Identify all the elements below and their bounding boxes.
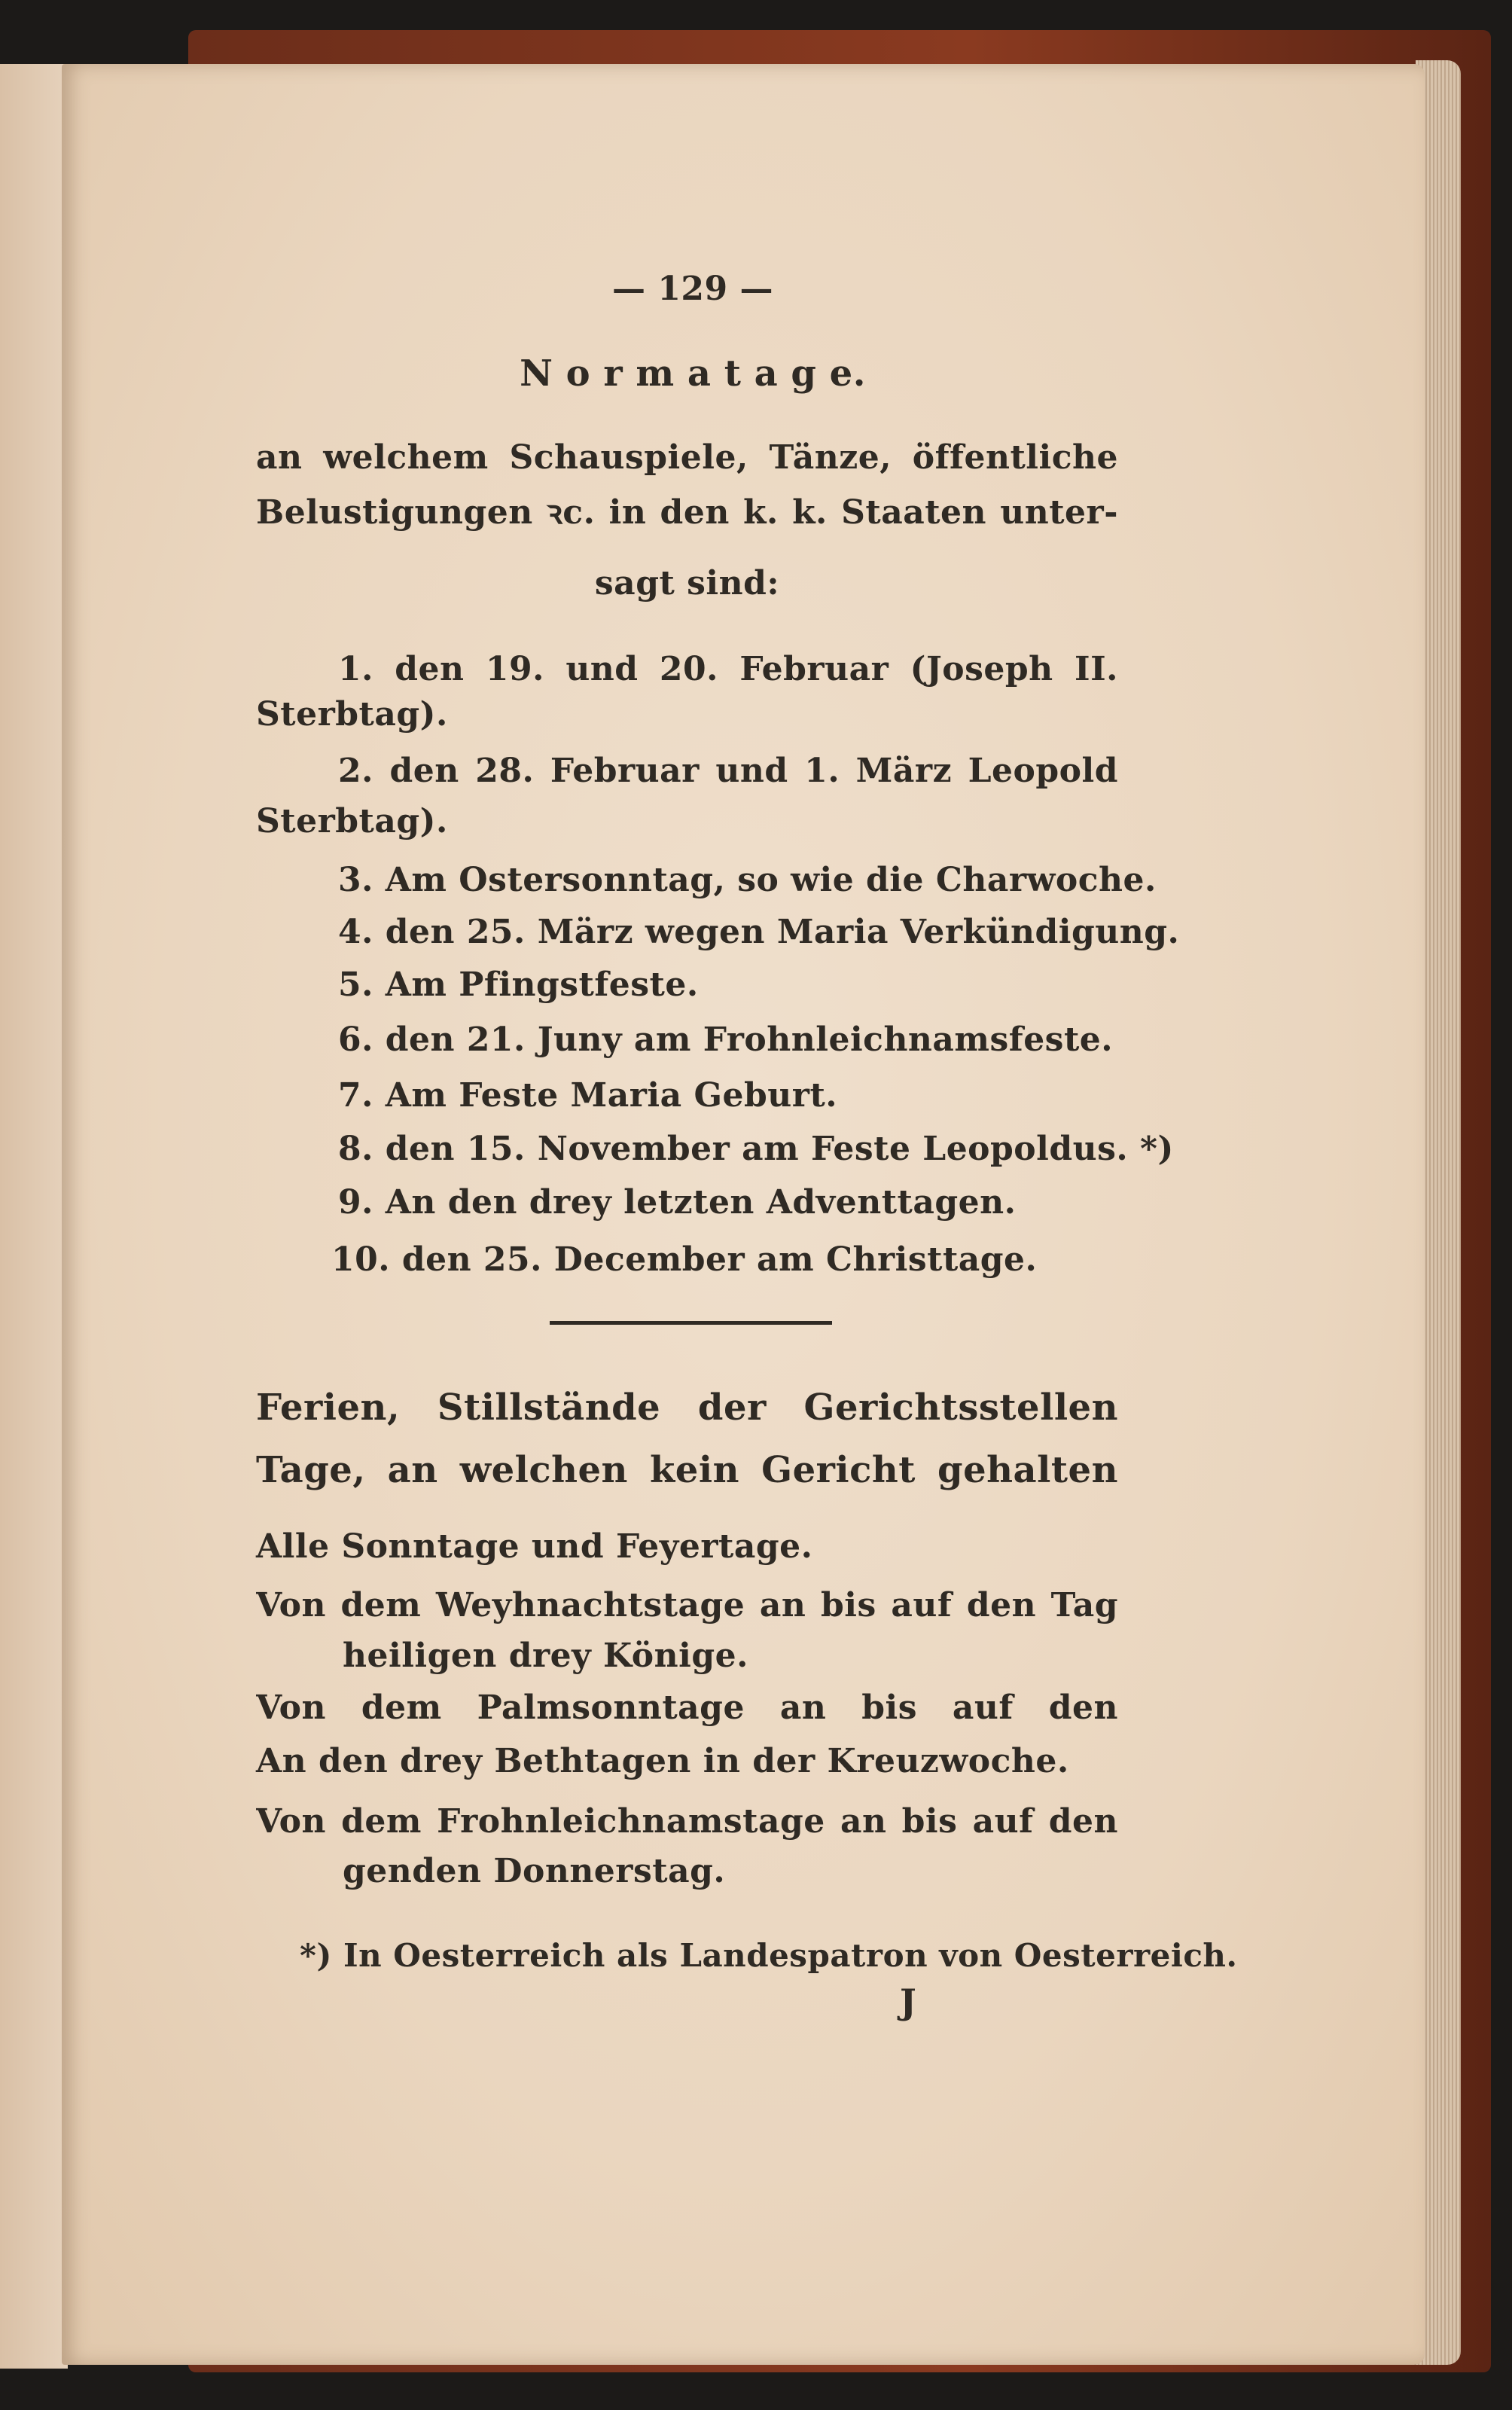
list-item: 8. den 15. November am Feste Leopoldus. *) bbox=[338, 1130, 1174, 1168]
list-item-cont: Sterbtag). bbox=[256, 802, 448, 840]
left-page-edge bbox=[0, 64, 68, 2369]
list-item: 10. den 25. December am Christtage. bbox=[331, 1240, 1038, 1279]
intro-line: sagt sind: bbox=[594, 564, 780, 602]
list-item: 7. Am Feste Maria Geburt. bbox=[338, 1076, 838, 1115]
section-line: Von dem Weyhnachtstage an bis auf den Tag bbox=[256, 1586, 1118, 1624]
section-line: Alle Sonntage und Feyertage. bbox=[256, 1527, 813, 1566]
list-item: 2. den 28. Februar und 1. März Leopold bbox=[338, 752, 1118, 790]
intro-line: Belustigungen ꝛc. in den k. k. Staaten unter- bbox=[256, 493, 1118, 532]
section-line-cont: heiligen drey Könige. bbox=[343, 1637, 748, 1675]
list-item: 1. den 19. und 20. Februar (Joseph II. bbox=[338, 650, 1118, 688]
section-heading: Tage, an welchen kein Gericht gehalten bbox=[256, 1449, 1118, 1491]
section-heading: Ferien, Stillstände der Gerichtsstellen bbox=[256, 1387, 1118, 1429]
section-divider bbox=[550, 1321, 832, 1325]
section-line: Von dem Palmsonntage an bis auf den bbox=[256, 1689, 1118, 1727]
footnote: *) In Oesterreich als Landespatron von Oesterreich. bbox=[300, 1937, 1238, 1974]
list-item: 9. An den drey letzten Adventtagen. bbox=[338, 1183, 1017, 1222]
list-item: 5. Am Pfingstfeste. bbox=[338, 966, 699, 1004]
list-item-cont: Sterbtag). bbox=[256, 695, 448, 734]
page-number: — 129 — bbox=[612, 270, 773, 308]
list-item: 4. den 25. März wegen Maria Verkündigung. bbox=[338, 913, 1180, 951]
intro-line: an welchem Schauspiele, Tänze, öffentliche bbox=[256, 438, 1118, 477]
page-title: N o r m a t a g e. bbox=[520, 352, 866, 395]
list-item: 3. Am Ostersonntag, so wie die Charwoche. bbox=[338, 861, 1157, 899]
section-line: An den drey Bethtagen in der Kreuzwoche. bbox=[256, 1742, 1069, 1780]
section-line: Von dem Frohnleichnamstage an bis auf den bbox=[256, 1802, 1118, 1841]
signature-mark: J bbox=[900, 1981, 917, 2022]
list-item: 6. den 21. Juny am Frohnleichnamsfeste. bbox=[338, 1020, 1114, 1059]
section-line-cont: genden Donnerstag. bbox=[343, 1852, 726, 1890]
